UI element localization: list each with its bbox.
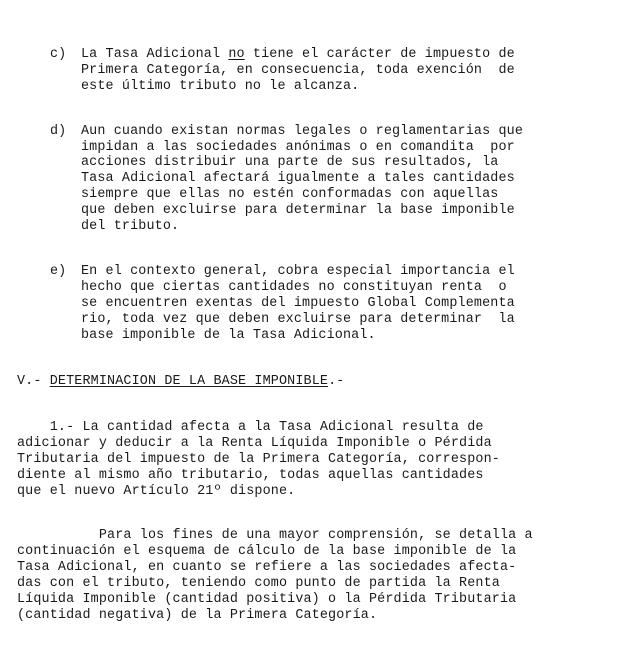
item-d-line-7: del tributo. bbox=[81, 219, 180, 234]
para-1-line-1: 1.- La cantidad afecta a la Tasa Adicional resulta de bbox=[17, 420, 484, 435]
item-d-line-6: que deben excluirse para determinar la base imponible bbox=[81, 203, 515, 218]
item-c-line-3: este último tributo no le alcanza. bbox=[81, 79, 360, 94]
para-2-line-2: continuación el esquema de cálculo de la base imponible de la bbox=[17, 544, 517, 559]
item-c-marker: c) bbox=[50, 47, 67, 62]
section-suffix: .- bbox=[328, 374, 345, 389]
para-1-line-5: que el nuevo Artículo 21º dispone. bbox=[17, 484, 296, 499]
section-number: V.- bbox=[17, 374, 42, 389]
item-e-line-1: En el contexto general, cobra especial importancia el bbox=[81, 264, 515, 279]
item-c-text-b: tiene el carácter de impuesto de bbox=[244, 47, 515, 62]
para-2-line-6: (cantidad negativa) de la Primera Categoría. bbox=[17, 608, 378, 623]
item-e-marker: e) bbox=[50, 264, 67, 279]
item-d-line-2: impidan a las sociedades anónimas o en comandita por bbox=[81, 140, 515, 155]
section-title: DETERMINACION DE LA BASE IMPONIBLE bbox=[49, 374, 329, 389]
item-d-marker: d) bbox=[50, 124, 67, 139]
para-1-line-4: diente al mismo año tributario, todas aquellas cantidades bbox=[17, 468, 484, 483]
section-heading bbox=[17, 374, 344, 389]
item-e-line-3: se encuentren exentas del impuesto Global Complementa bbox=[81, 296, 515, 311]
item-c-text-a: La Tasa Adicional bbox=[81, 47, 229, 62]
item-e-line-2: hecho que ciertas cantidades no constituyan renta o bbox=[81, 280, 507, 295]
item-c-emphasis-no: no bbox=[228, 47, 245, 62]
para-2-line-3: Tasa Adicional, en cuanto se refiere a las sociedades afecta- bbox=[17, 560, 517, 575]
item-e-line-4: rio, toda vez que deben excluirse para determinar la bbox=[81, 312, 515, 327]
para-1-line-2: adicionar y deducir a la Renta Líquida Imponible o Pérdida bbox=[17, 436, 492, 451]
item-d-line-1: Aun cuando existan normas legales o reglamentarias que bbox=[81, 124, 524, 139]
item-e-line-5: base imponible de la Tasa Adicional. bbox=[81, 328, 376, 343]
para-1-line-3: Tributaria del impuesto de la Primera Categoría, correspon- bbox=[17, 452, 500, 467]
item-c-line-1 bbox=[81, 47, 515, 62]
item-d-line-5: siempre que ellas no estén conformadas con aquellas bbox=[81, 187, 499, 202]
item-d-line-3: acciones distribuir una parte de sus resultados, la bbox=[81, 155, 499, 170]
item-c-line-2: Primera Categoría, en consecuencia, toda exención de bbox=[81, 63, 515, 78]
para-2-line-5: Líquida Imponible (cantidad positiva) o la Pérdida Tributaria bbox=[17, 592, 517, 607]
para-2-line-4: das con el tributo, teniendo como punto de partida la Renta bbox=[17, 576, 500, 591]
item-d-line-4: Tasa Adicional afectará igualmente a tales cantidades bbox=[81, 171, 515, 186]
para-2-line-1: Para los fines de una mayor comprensión, se detalla a bbox=[17, 528, 533, 543]
